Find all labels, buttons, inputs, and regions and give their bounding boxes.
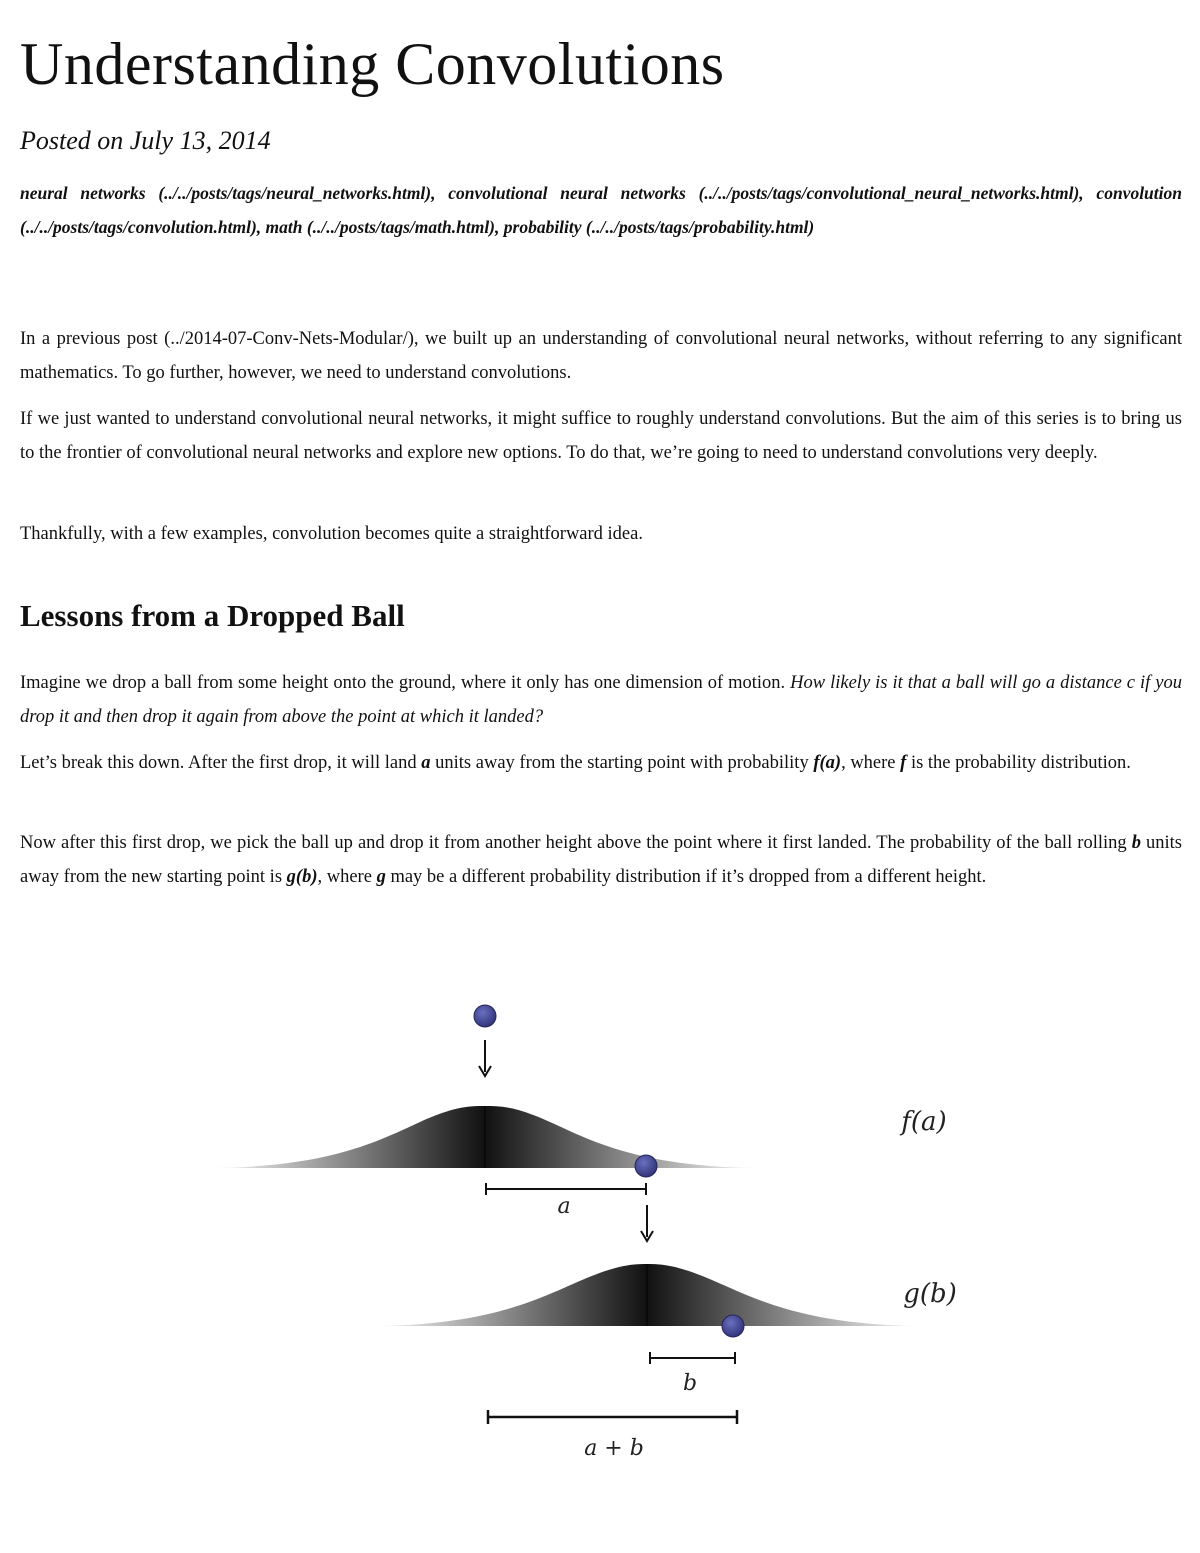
paragraph-text: is the probability distribution. <box>906 753 1131 773</box>
section-heading: Lessons from a Dropped Ball <box>20 598 405 633</box>
paragraph-text: , where <box>317 867 377 887</box>
paragraph-text: Imagine we drop a ball from some height onto the ground, where it only has one dimension of motion. <box>20 673 791 693</box>
post-date: Posted on July 13, 2014 <box>20 126 271 155</box>
dropped-ball-diagram <box>0 990 1200 1470</box>
paragraph-text: Now after this first drop, we pick the ball up and drop it from another height above the point where it first landed. The probability of the ball rolling <box>20 833 1132 853</box>
paragraph-text: may be a different probability distribution if it’s dropped from a different height. <box>385 867 987 887</box>
label-b: b <box>682 1371 698 1396</box>
label-a: a <box>557 1194 571 1219</box>
intro-paragraph-2: If we just wanted to understand convolutional neural networks, it might suffice to roughly understand convolutions. But the aim of this series is to bring us to the frontier of convolutional neural networks and explore new options. To do that, we’re going to need to understand convolutions very deeply. <box>20 409 1182 463</box>
arrow-down-icon <box>641 1205 653 1241</box>
paragraph-dropped-ball <box>20 666 1182 734</box>
tags-line[interactable]: neural networks (../../posts/tags/neural_networks.html), convolutional neural networks (../../posts/tags/convolutional_neural_networks.html), convolution (../../posts/tags/convolution.html), math (../../posts/tags/math.html), probability (../../posts/tags/probability.html) <box>20 183 1182 237</box>
arrow-down-icon <box>479 1040 491 1076</box>
paragraph-text: , where <box>841 753 901 773</box>
page-title: Understanding Convolutions <box>20 31 725 97</box>
intro-paragraph-1: In a previous post (../2014-07-Conv-Nets-Modular/), we built up an understanding of convolutional neural networks, without referring to any significant mathematics. To go further, however, we need to understand convolutions. <box>20 329 1182 383</box>
ball-top <box>474 1005 496 1027</box>
math-var: g <box>376 867 386 887</box>
paragraph-text: units away from the starting point with probability <box>430 753 814 773</box>
paragraph-text: units away from the new starting point is <box>20 833 1182 887</box>
math-expr: f(a) <box>813 753 842 773</box>
math-expr: g(b) <box>286 867 318 887</box>
paragraph-first-drop <box>20 746 1182 780</box>
ball-landed-1 <box>635 1155 657 1177</box>
interval-b <box>650 1352 735 1364</box>
math-var: a <box>421 753 431 773</box>
label-g-of-b: g(b) <box>903 1279 957 1309</box>
label-f-of-a: f(a) <box>901 1107 947 1137</box>
math-var: b <box>1131 833 1141 853</box>
intro-paragraph-3: Thankfully, with a few examples, convolution becomes quite a straightforward idea. <box>20 524 643 544</box>
ball-landed-2 <box>722 1315 744 1337</box>
math-var: f <box>900 753 907 773</box>
interval-a-plus-b <box>488 1410 737 1424</box>
paragraph-text: Let’s break this down. After the first drop, it will land <box>20 753 422 773</box>
question-text: How likely is it that a ball will go a distance c if you drop it and then drop it again from above the point at which it landed? <box>20 673 1182 727</box>
label-a-plus-b: a + b <box>584 1436 644 1461</box>
paragraph-second-drop <box>20 826 1182 894</box>
